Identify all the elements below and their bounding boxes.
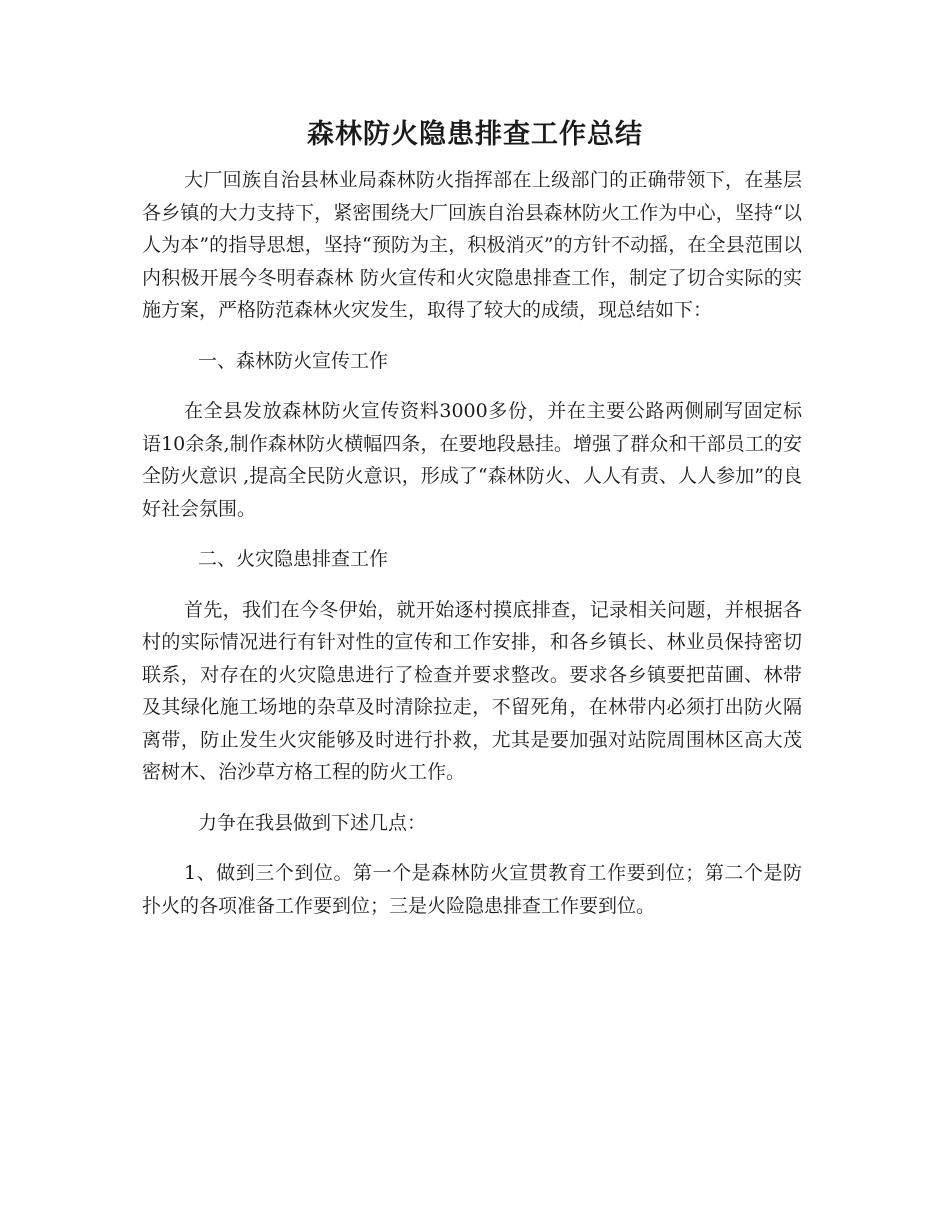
document-title: 森林防火隐患排查工作总结 <box>307 119 643 150</box>
inspection-paragraph: 首先，我们在今冬伊始，就开始逐村摸底排查，记录相关问题，并根据各村的实际情况进行有针对性的宣传和工作安排，和各乡镇长、林业员保持密切联系，对存在的火灾隐患进行了检查并要求整改。要求各乡镇要把苗圃、林带及其绿化施工场地的杂草及时清除拉走，不留死角，在林带内必须打出防火隔离带，防止发生火灾能够及时进行扑救，尤其是要加强对站院周围林区高大茂密树木、治沙草方格工程的防火工作。 <box>142 598 802 783</box>
point-item: 1、做到三个到位。第一个是森林防火宣贯教育工作要到位；第二个是防扑火的各项准备工作要到位；三是火险隐患排查工作要到位。 <box>142 862 802 917</box>
section-heading-inspection: 二、火灾隐患排查工作 <box>198 548 389 570</box>
section-heading-publicity: 一、森林防火宣传工作 <box>198 349 389 372</box>
publicity-paragraph: 在全县发放森林防火宣传资料3000多份，并在主要公路两侧刷写固定标语10余条,制作森林防火横幅四条，在要地段悬挂。增强了群众和干部员工的安全防火意识 ,提高全民防火意识，形成了“森林防火、人人有责、人人参加”的良好社会氛围。 <box>142 400 802 520</box>
intro-paragraph: 大厂回族自治县林业局森林防火指挥部在上级部门的正确带领下，在基层各乡镇的大力支持下，紧密围绕大厂回族自治县森林防火工作为中心，坚持“以人为本”的指导思想，坚持“预防为主，积极消灭”的方针不动摇，在全县范围以内积极开展今冬明春森林 防火宣传和火灾隐患排查工作，制定了切合实际的实施方案，严格防范森林火灾发生，取得了较大的成绩，现总结如下： <box>142 169 802 321</box>
document-body <box>142 164 802 922</box>
points-intro: 力争在我县做到下述几点： <box>198 811 427 834</box>
